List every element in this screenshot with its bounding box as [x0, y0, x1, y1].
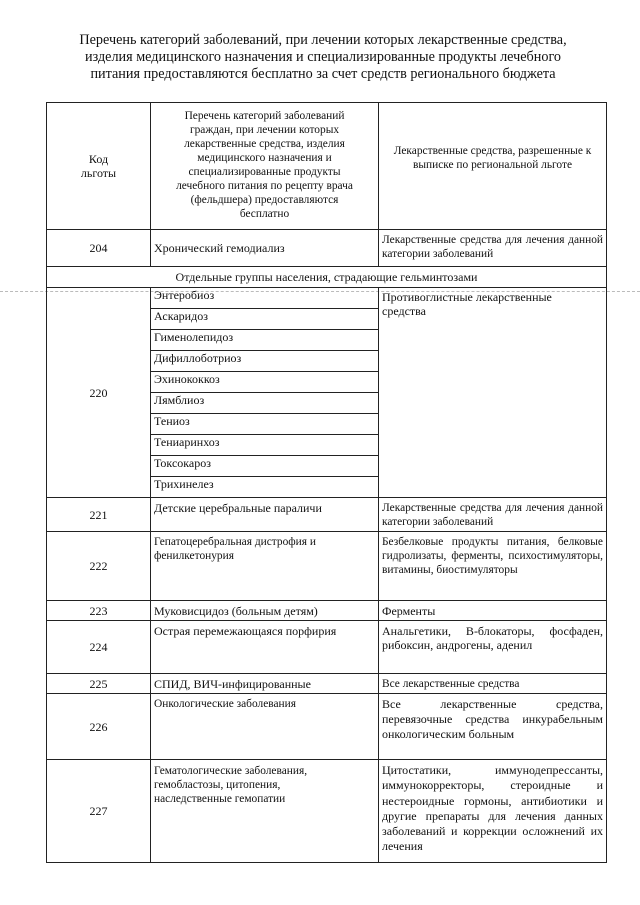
- row-drugs: Анальгетики, В-блокаторы, фосфаден, рибоксин, андрогены, аденил: [379, 621, 607, 674]
- document-title: [40, 32, 606, 83]
- table-row: [47, 532, 607, 601]
- table-row: [47, 601, 607, 621]
- helminth-item: Эхинококкоз: [151, 372, 379, 393]
- title-line: питания предоставляются бесплатно за счет средств регионального бюджета: [90, 66, 556, 82]
- row-drugs: Лекарственные средства для лечения данной категории заболеваний: [379, 230, 607, 267]
- table-row: [47, 288, 607, 309]
- title-line: Перечень категорий заболеваний, при лечении которых лекарственные средства,: [79, 32, 567, 48]
- header-code: Код льготы: [47, 103, 151, 230]
- table-header-row: [47, 103, 607, 230]
- row-code: 225: [47, 674, 151, 694]
- header-drugs: Лекарственные средства, разрешенные к выписке по региональной льготе: [379, 103, 607, 230]
- row-drugs: Все лекарственные средства, перевязочные средства инкурабельным онкологическим больным: [379, 694, 607, 760]
- row-drugs: Цитостатики, иммунодепрессанты, иммунокорректоры, стероидные и нестероидные гормоны, антибиотики и другие препараты для лечения данных заболеваний и коррекции осложнений их лечения: [379, 760, 607, 863]
- row-category: Хронический гемодиализ: [151, 230, 379, 267]
- disease-categories-table: [46, 102, 607, 863]
- helminth-item: Трихинелез: [151, 477, 379, 498]
- row-drugs: Противоглистные лекарственные средства: [379, 288, 607, 498]
- helminth-item: Токсокароз: [151, 456, 379, 477]
- row-category: Онкологические заболевания: [151, 694, 379, 760]
- table-row: [47, 674, 607, 694]
- row-category: Гепатоцеребральная дистрофия и фенилкетонурия: [151, 532, 379, 601]
- row-drugs: Ферменты: [379, 601, 607, 621]
- row-category: Детские церебральные параличи: [151, 498, 379, 532]
- helminth-item: Тениаринхоз: [151, 435, 379, 456]
- group-title: Отдельные группы населения, страдающие гельминтозами: [47, 267, 607, 288]
- row-drugs: Лекарственные средства для лечения данной категории заболеваний: [379, 498, 607, 532]
- row-category: СПИД, ВИЧ-инфицированные: [151, 674, 379, 694]
- helminth-item: Дифиллоботриоз: [151, 351, 379, 372]
- row-drugs: Все лекарственные средства: [379, 674, 607, 694]
- helminth-item: Тениоз: [151, 414, 379, 435]
- row-code: 204: [47, 230, 151, 267]
- helminth-item: Аскаридоз: [151, 309, 379, 330]
- table-row: [47, 694, 607, 760]
- row-code: 220: [47, 288, 151, 498]
- row-code: 223: [47, 601, 151, 621]
- row-code: 227: [47, 760, 151, 863]
- group-header-row: [47, 267, 607, 288]
- row-code: 224: [47, 621, 151, 674]
- helminth-item: Лямблиоз: [151, 393, 379, 414]
- table-row: [47, 760, 607, 863]
- table-row: [47, 621, 607, 674]
- header-category: Перечень категорий заболеваний граждан, при лечении которых лекарственные средства, изделия медицинского назначения и специализированные продукты лечебного питания по рецепту врача (фельдшера) предоставляются бесплатно: [151, 103, 379, 230]
- title-line: изделия медицинского назначения и специализированные продукты лечебного: [85, 49, 561, 65]
- row-code: 221: [47, 498, 151, 532]
- row-category: Острая перемежающаяся порфирия: [151, 621, 379, 674]
- table-row: [47, 230, 607, 267]
- table-row: [47, 498, 607, 532]
- helminth-item: Гименолепидоз: [151, 330, 379, 351]
- row-code: 226: [47, 694, 151, 760]
- row-category: Муковисцидоз (больным детям): [151, 601, 379, 621]
- row-category: Гематологические заболевания, гемобластозы, цитопения, наследственные гемопатии: [151, 760, 379, 863]
- row-drugs: Безбелковые продукты питания, белковые гидролизаты, ферменты, психостимуляторы, витамины, биостимуляторы: [379, 532, 607, 601]
- helminth-item: Энтеробиоз: [151, 288, 379, 309]
- row-code: 222: [47, 532, 151, 601]
